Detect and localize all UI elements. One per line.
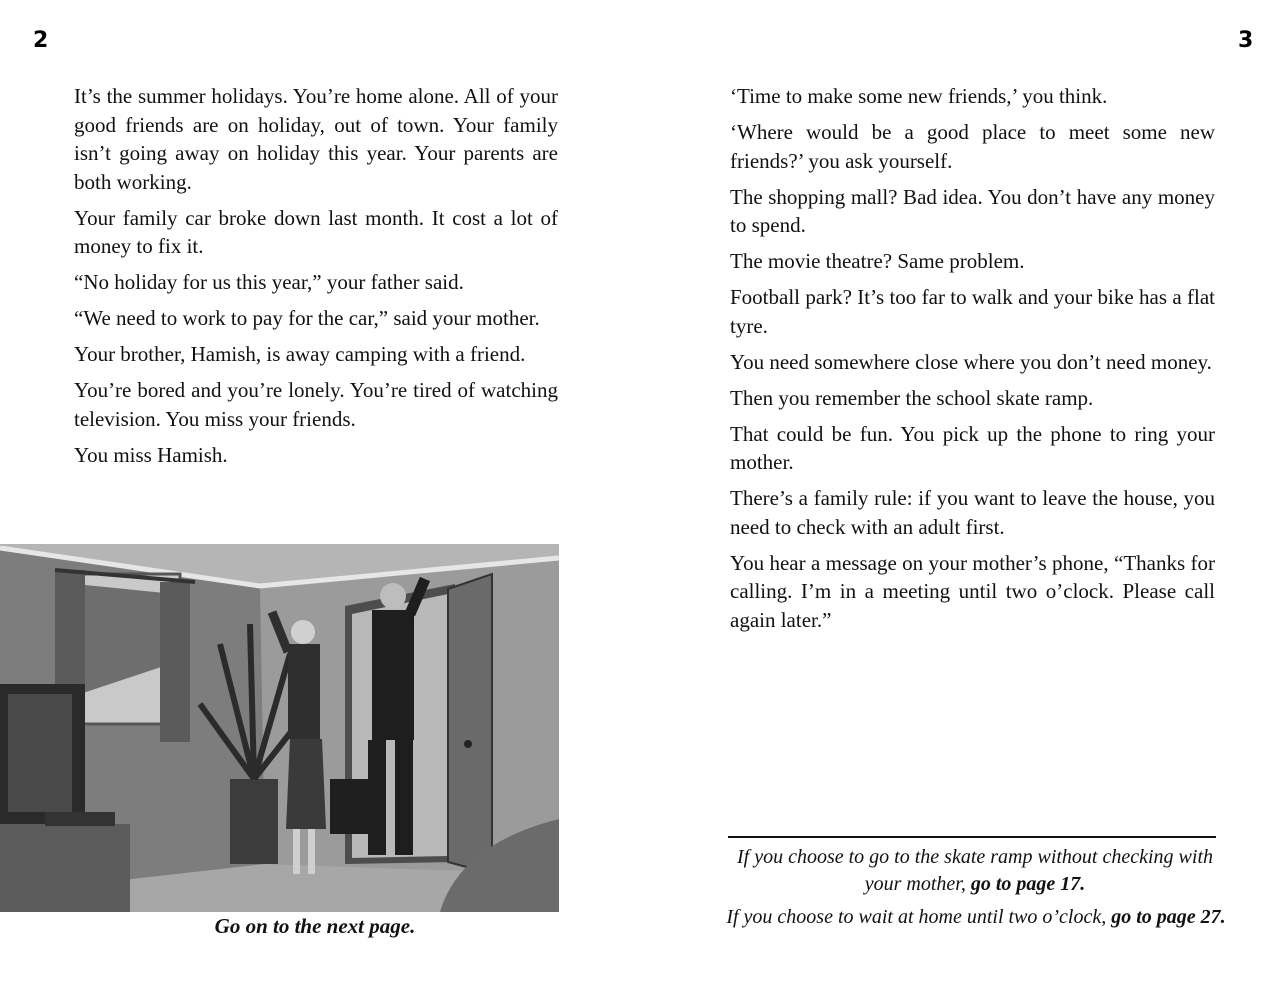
paragraph: You need somewhere close where you don’t need money. bbox=[730, 349, 1212, 374]
paragraph: It’s the summer holidays. You’re home alone. All of your good friends are on holiday, out of town. Your family isn’t going away on holiday this year. Your parents are both working. bbox=[74, 84, 558, 194]
paragraph: You hear a message on your mother’s phone, “Thanks for calling. I’m in a meeting until two o’clock. Please call again later.” bbox=[730, 550, 1215, 632]
paragraph: Football park? It’s too far to walk and your bike has a flat tyre. bbox=[730, 285, 1215, 338]
paragraph: Then you remember the school skate ramp. bbox=[730, 385, 1094, 410]
choice-goto-link[interactable]: go to page 27. bbox=[1111, 906, 1226, 928]
left-page-text bbox=[74, 82, 558, 477]
next-page-instruction: Go on to the next page. bbox=[214, 914, 416, 938]
paragraph: ‘Time to make some new friends,’ you think. bbox=[730, 84, 1108, 108]
paragraph: “We need to work to pay for the car,” said your mother. bbox=[74, 306, 540, 330]
page-number-right: 3 bbox=[1238, 28, 1254, 53]
choice-text: If you choose to wait at home until two o’clock, bbox=[726, 906, 1112, 928]
page-number-left: 2 bbox=[33, 28, 49, 53]
paragraph: The movie theatre? Same problem. bbox=[730, 249, 1025, 273]
paragraph: The shopping mall? Bad idea. You don’t have any money to spend. bbox=[730, 184, 1215, 237]
paragraph: Your brother, Hamish, is away camping with a friend. bbox=[74, 342, 526, 366]
paragraph: Your family car broke down last month. It cost a lot of money to fix it. bbox=[74, 205, 558, 258]
paragraph: That could be fun. You pick up the phone to ring your mother. bbox=[730, 421, 1215, 474]
paragraph: ‘Where would be a good place to meet some new friends?’ you ask yourself. bbox=[730, 120, 1215, 173]
choice-skate-ramp[interactable] bbox=[726, 844, 1224, 898]
right-page-text bbox=[730, 82, 1215, 642]
choice-wait-home[interactable] bbox=[716, 904, 1236, 931]
paragraph: You miss Hamish. bbox=[74, 442, 228, 467]
choices-divider bbox=[728, 836, 1216, 838]
choice-goto-link[interactable]: go to page 17. bbox=[970, 873, 1086, 895]
paragraph: “No holiday for us this year,” your father said. bbox=[74, 270, 464, 294]
paragraph: You’re bored and you’re lonely. You’re tired of watching television. You miss your friends. bbox=[74, 378, 558, 431]
choice-text: If you choose to go to the skate ramp without checking with your mother, bbox=[736, 846, 1214, 895]
paragraph: There’s a family rule: if you want to leave the house, you need to check with an adult first. bbox=[730, 486, 1215, 539]
illustration-parents-leaving bbox=[0, 544, 559, 912]
